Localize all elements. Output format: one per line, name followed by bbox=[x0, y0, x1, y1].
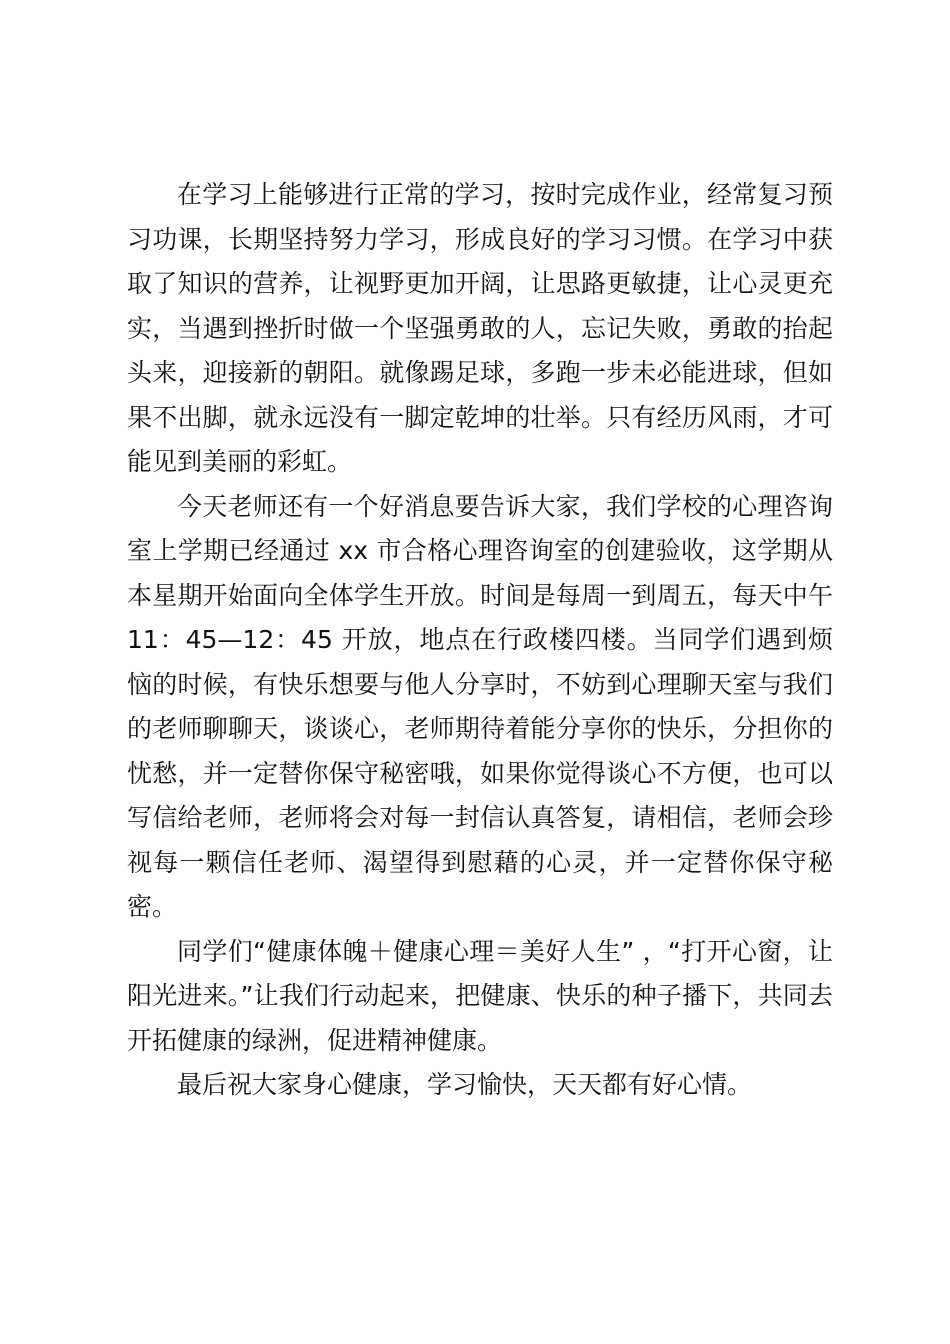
paragraph-healthy-mind: 同学们“健康体魄＋健康心理＝美好人生” ，“打开心窗，让阳光进来。”让我们行动起来，把健康、快乐的种子播下，共同去开拓健康的绿洲，促进精神健康。 bbox=[127, 936, 833, 1055]
paragraph-closing-wishes: 最后祝大家身心健康，学习愉快，天天都有好心情。 bbox=[177, 1070, 753, 1099]
document-body bbox=[127, 173, 833, 1108]
paragraph-study-habits: 在学习上能够进行正常的学习，按时完成作业，经常复习预习功课，长期坚持努力学习，形成良好的学习习惯。在学习中获取了知识的营养，让视野更加开阔，让思路更敏捷，让心灵更充实，当遇到挫折时做一个坚强勇敢的人，忘记失败，勇敢的抬起头来，迎接新的朝阳。就像踢足球，多跑一步未必能进球，但如果不出脚，就永远没有一脚定乾坤的壮举。只有经历风雨，才可能见到美丽的彩虹。 bbox=[127, 180, 833, 476]
paragraph-counseling-room: 今天老师还有一个好消息要告诉大家，我们学校的心理咨询室上学期已经通过 xx 市合格心理咨询室的创建验收，这学期从本星期开始面向全体学生开放。时间是每周一到周五，每天中午 11：45—12：45 开放，地点在行政楼四楼。当同学们遇到烦恼的时候，有快乐想要与他人分享时，不妨到心理聊天室与我们的老师聊聊天，谈谈心，老师期待着能分享你的快乐，分担你的忧愁，并一定替你保守秘密哦，如果你觉得谈心不方便，也可以写信给老师，老师将会对每一封信认真答复，请相信，老师会珍视每一颗信任老师、渴望得到慰藉的心灵，并一定替你保守秘密。 bbox=[127, 491, 833, 921]
